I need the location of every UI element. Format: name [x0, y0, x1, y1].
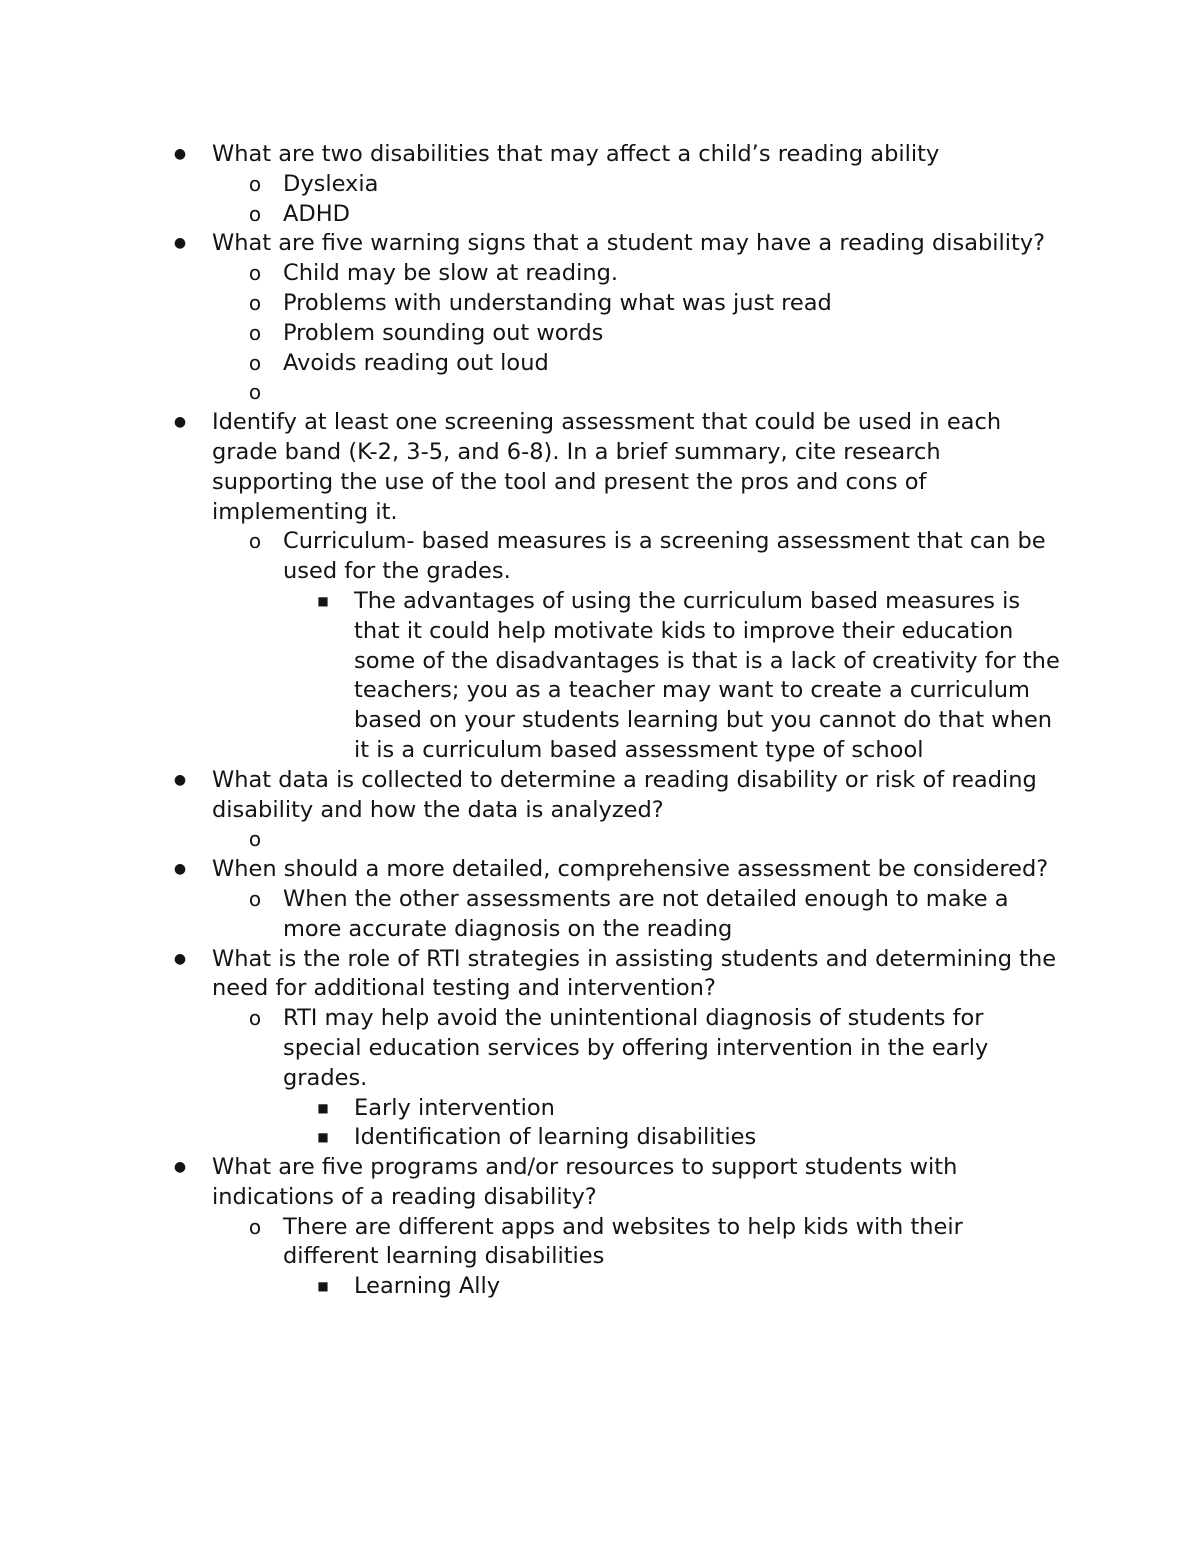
answer-text: RTI may help avoid the unintentional diagnosis of students for special education services by offering intervention in the early grades. [283, 1005, 989, 1091]
sub-sub-list [283, 1094, 1063, 1154]
answer-text: Avoids reading out loud [283, 349, 549, 376]
answer-text: When the other assessments are not detailed enough to make a more accurate diagnosis on the reading [283, 885, 1009, 942]
answer-text: ADHD [283, 200, 350, 227]
sub-list-item [0, 885, 1063, 945]
sub-sub-list-item [0, 1272, 1064, 1302]
answer-text: Problem sounding out words [283, 319, 604, 346]
list-item [0, 1153, 1062, 1302]
list-item [0, 945, 1062, 1154]
sub-list [212, 1213, 1062, 1302]
sub-sub-list-item [0, 1123, 1064, 1153]
sub-list-item [0, 349, 1063, 379]
bullet-icon: ● [173, 414, 187, 431]
circle-bullet-icon: o [248, 380, 262, 405]
sub-list-item [0, 259, 1063, 289]
circle-bullet-icon: o [248, 320, 262, 345]
question-text: What are two disabilities that may affect a child’s reading ability [212, 141, 940, 167]
circle-bullet-icon: o [248, 1006, 262, 1031]
square-bullet-icon: ■ [317, 1279, 329, 1294]
question-text: When should a more detailed, comprehensive assessment be considered? [212, 856, 1049, 883]
answer-text: Dyslexia [283, 170, 379, 197]
circle-bullet-icon: o [248, 1214, 262, 1239]
bullet-icon: ● [173, 1159, 187, 1176]
bullet-list [0, 140, 1200, 1302]
circle-bullet-icon: o [248, 827, 262, 852]
sub-list [212, 1004, 1062, 1153]
document-body [0, 140, 1200, 1302]
square-bullet-icon: ■ [317, 1100, 329, 1115]
sub-list [212, 885, 1062, 945]
sub-list-item [0, 1213, 1063, 1302]
answer-text: Child may be slow at reading. [283, 260, 619, 287]
answer-text: Problems with understanding what was just read [283, 289, 832, 316]
sub-list-item [0, 289, 1063, 319]
sub-list-item [0, 200, 1063, 230]
answer-text [283, 825, 1063, 855]
sub-sub-list [283, 1272, 1063, 1302]
sub-list [212, 170, 1062, 230]
detail-text: Early intervention [354, 1094, 555, 1121]
question-text: What are five programs and/or resources to support students with indications of a reading disability? [212, 1154, 958, 1210]
circle-bullet-icon: o [248, 350, 262, 375]
sub-list [212, 527, 1062, 765]
sub-list-item [0, 319, 1063, 349]
sub-list-item [0, 170, 1063, 200]
circle-bullet-icon: o [248, 171, 262, 196]
sub-sub-list-item [0, 1094, 1064, 1124]
answer-text: Curriculum- based measures is a screening assessment that can be used for the grades. [283, 528, 1046, 585]
question-text: What data is collected to determine a reading disability or risk of reading disability and how the data is analyzed? [212, 766, 1037, 823]
circle-bullet-icon: o [248, 261, 262, 286]
circle-bullet-icon: o [248, 201, 262, 226]
bullet-icon: ● [173, 950, 187, 967]
square-bullet-icon: ■ [317, 593, 329, 608]
detail-text: Identification of learning disabilities [354, 1124, 757, 1151]
question-text: What are five warning signs that a student may have a reading disability? [212, 230, 1046, 257]
list-item [0, 229, 1062, 408]
list-item [0, 140, 1062, 229]
sub-sub-list-item [0, 587, 1064, 766]
bullet-icon: ● [173, 861, 187, 878]
sub-list-item-empty [0, 378, 1063, 408]
answer-text [283, 378, 1063, 408]
list-item [0, 855, 1062, 944]
bullet-icon: ● [173, 235, 187, 252]
square-bullet-icon: ■ [317, 1130, 329, 1145]
circle-bullet-icon: o [248, 886, 262, 911]
bullet-icon: ● [173, 771, 187, 788]
sub-list [212, 259, 1062, 408]
sub-sub-list [283, 587, 1063, 766]
bullet-icon: ● [173, 146, 187, 162]
detail-text: The advantages of using the curriculum based measures is that it could help motivate kids to improve their education some of the disadvantages is that is a lack of creativity for the teachers; you as a teacher may want to create a curriculum based on your students learning but you cannot do that when it is a curriculum based assessment type of school [354, 587, 1060, 763]
question-text: Identify at least one screening assessment that could be used in each grade band (K-2, 3-5, and 6-8). In a brief summary, cite research supporting the use of the tool and present the pros and cons of implementing it. [212, 409, 1002, 525]
circle-bullet-icon: o [248, 529, 262, 554]
sub-list-item-empty [0, 825, 1063, 855]
sub-list-item [0, 527, 1063, 765]
answer-text: There are different apps and websites to help kids with their different learning disabilities [283, 1213, 963, 1270]
list-item [0, 408, 1062, 766]
detail-text: Learning Ally [354, 1273, 501, 1300]
sub-list-item [0, 1004, 1063, 1153]
sub-list [212, 825, 1062, 855]
question-text: What is the role of RTI strategies in assisting students and determining the need for additional testing and intervention? [212, 945, 1057, 1002]
list-item [0, 766, 1062, 855]
circle-bullet-icon: o [248, 290, 262, 315]
